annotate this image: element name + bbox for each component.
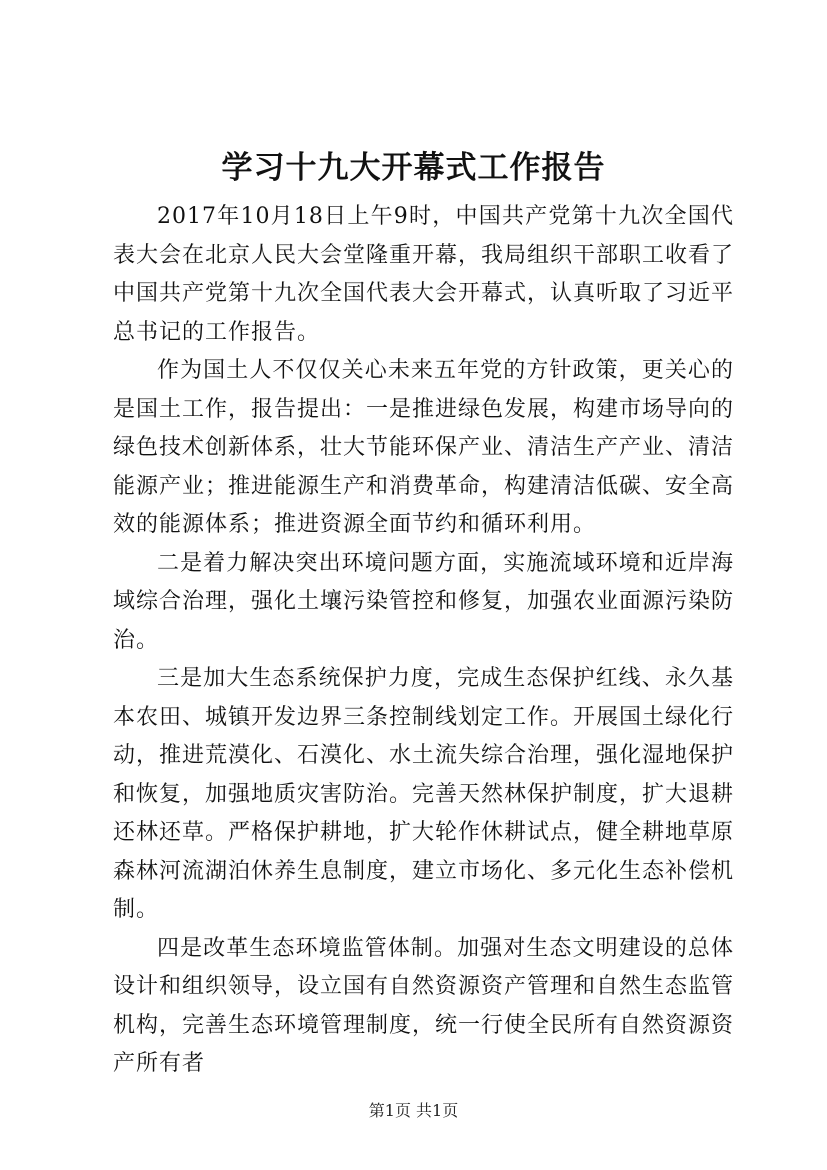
- paragraph-3: 二是着力解决突出环境问题方面，实施流域环境和近岸海域综合治理，强化土壤污染管控和修复，加强农业面源污染防治。: [113, 550, 735, 653]
- paragraph-4: 三是加大生态系统保护力度，完成生态保护红线、永久基本农田、城镇开发边界三条控制线划定工作。开展国土绿化行动，推进荒漠化、石漠化、水土流失综合治理，强化湿地保护和恢复，加强地质灾害防治。完善天然林保护制度，扩大退耕还林还草。严格保护耕地，扩大轮作休耕试点，健全耕地草原森林河流湖泊休养生息制度，建立市场化、多元化生态补偿机制。: [113, 666, 735, 922]
- paragraph-1: 2017年10月18日上午9时，中国共产党第十九次全国代表大会在北京人民大会堂隆重开幕，我局组织干部职工收看了中国共产党第十九次全国代表大会开幕式，认真听取了习近平总书记的工作报告。: [113, 204, 735, 345]
- paragraph-2: 作为国土人不仅仅关心未来五年党的方针政策，更关心的是国土工作，报告提出：一是推进绿色发展，构建市场导向的绿色技术创新体系，壮大节能环保产业、清洁生产产业、清洁能源产业；推进能源生产和消费革命，构建清洁低碳、安全高效的能源体系；推进资源全面节约和循环利用。: [113, 358, 735, 537]
- page-footer: 第1页 共1页: [368, 1101, 459, 1120]
- document-body: [113, 198, 734, 1084]
- paragraph-5: 四是改革生态环境监管体制。加强对生态文明建设的总体设计和组织领导，设立国有自然资源资产管理和自然生态监管机构，完善生态环境管理制度，统一行使全民所有自然资源资产所有者: [113, 935, 735, 1076]
- document-title: 学习十九大开幕式工作报告: [221, 150, 606, 186]
